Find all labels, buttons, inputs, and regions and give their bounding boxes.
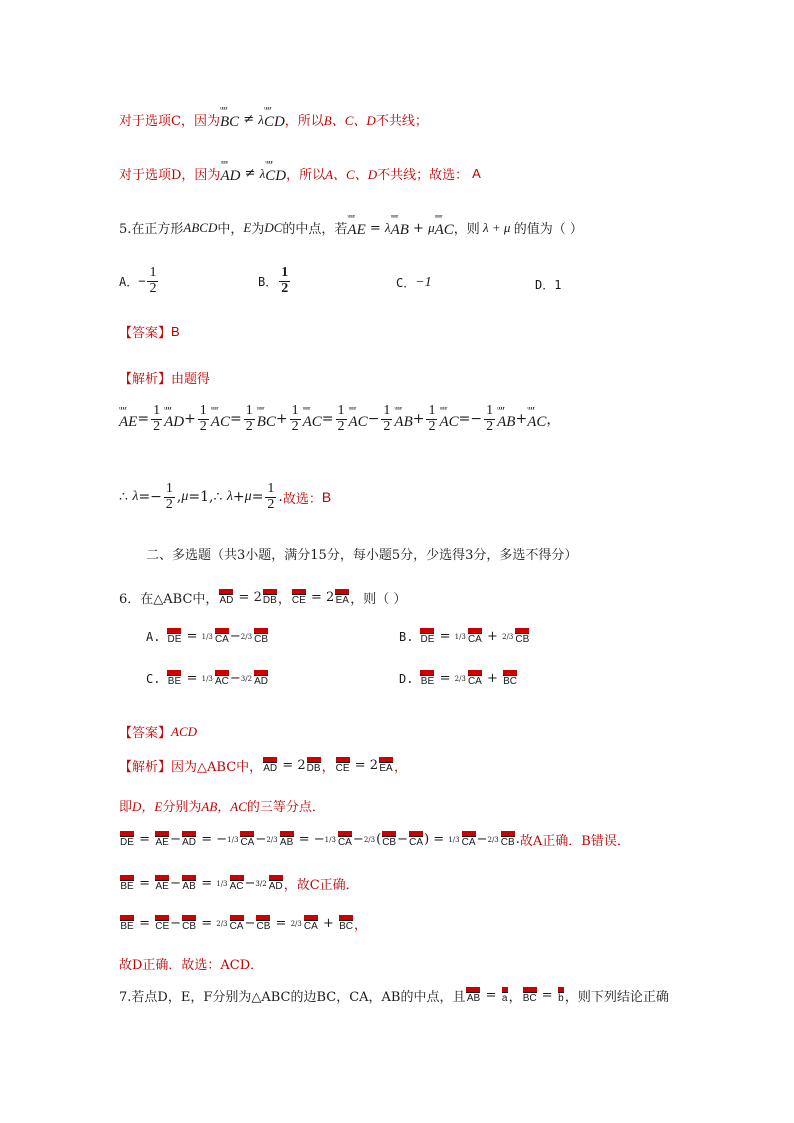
question-5: 5.在正方形 ABCD 中， E 为 DC 的中点，若 ᵘᵘᵘʳ AE = λ ᵘᵘᵘʳ AB + μ ᵘᵘᵘʳ AC ，则 λ + μ 的值为（ ） bbox=[119, 216, 583, 239]
text: 的值为（ ） bbox=[513, 222, 583, 237]
q6-option-a: A. DE = 1/3 CA − 2/3 CB bbox=[146, 629, 269, 645]
q6-option-c: C. BE = 1/3 AC − 3/2 AD bbox=[146, 671, 269, 687]
vector-ad: ᵘᵘᵘʳ AD bbox=[220, 162, 240, 185]
question-6: 6．在△ABC中， AD = 2 DB ， CE = 2 EA ，则（ ） bbox=[119, 590, 407, 607]
text: 为 bbox=[251, 222, 265, 237]
line-option-d: 对于选项D，因为 ᵘᵘᵘʳ AD ≠ λ ᵘᵘᵘʳ CD ，所以 A、C、D 不共线；故选： A bbox=[119, 162, 481, 185]
line-option-c: 对于选项C，因为 ᵘᵘᵘʳ BC ≠ λ ᵘᵘᵘʳ CD ，所以 B、C、D 不共线； bbox=[119, 108, 428, 131]
text: ，则（ ） bbox=[350, 592, 407, 607]
label: A． bbox=[119, 274, 139, 289]
text: ，所以 bbox=[284, 114, 324, 129]
vector-bc: ᵘᵘᵘʳ BC bbox=[220, 108, 239, 131]
square-name: ABCD bbox=[183, 219, 218, 235]
solution-label: 【解析】 bbox=[119, 760, 172, 775]
point-e: E bbox=[243, 219, 252, 235]
text: 5.在正方形 bbox=[119, 222, 184, 237]
text: ，故C正确． bbox=[283, 878, 359, 893]
segment-dc: DC bbox=[264, 219, 283, 235]
solution-6-line3: DE = AE − AD = − 1/3 CA − 2/3 AB = − 1/3 CA − 2/3 ( CB − CA ) = 1/3 CA − 2/3 CB . 故A正确．B错误． bbox=[120, 832, 630, 849]
text: 即 bbox=[119, 800, 133, 815]
solution-5-header bbox=[119, 368, 210, 387]
points: D，E bbox=[132, 799, 163, 814]
label: A. bbox=[146, 629, 161, 644]
text: 故A正确．B错误． bbox=[519, 834, 630, 849]
text: 故选： bbox=[282, 491, 322, 507]
text: 不共线；故选： bbox=[377, 168, 469, 183]
option-d bbox=[535, 276, 561, 293]
answer-6 bbox=[119, 722, 197, 741]
option-a: A． − $\frac{1}{2}$ bbox=[119, 265, 157, 296]
solution-6-line6 bbox=[119, 954, 263, 973]
derivation-5: ᵘᵘᵘʳ AE = $\frac{1}{2}$ ᵘᵘᵘʳ AD + $\frac{1}{2}$ ᵘᵘᵘʳ AC = $\frac{1}{2}$ ᵘᵘᵘʳ BC + $\frac{1}{2}$ ᵘᵘᵘʳ AC = $\frac{1}{2}$ ᵘᵘᵘʳ AC − $\frac{1}{2}$ ᵘᵘᵘʳ AB + $\frac{1}{2}$ ᵘᵘᵘʳ AC =− $\frac{1}{2}$ ᵘᵘᵘʳ AB + ᵘᵘᵘʳ AC ， bbox=[119, 404, 560, 434]
answer-value: ACD bbox=[171, 723, 198, 739]
label: B． bbox=[258, 274, 278, 289]
vector-ac: ᵘᵘᵘʳ AC bbox=[435, 216, 454, 239]
text: 不共线； bbox=[375, 114, 428, 129]
vector-cd: ᵘᵘᵘʳ CD bbox=[265, 162, 286, 185]
value: −1 bbox=[415, 274, 432, 290]
text: 对于选项C，因为 bbox=[119, 114, 220, 129]
conclusion-5: ∴ λ =− $\frac{1}{2}$ , μ =1,∴ λ + μ = $\frac{1}{2}$ . 故选： B bbox=[119, 481, 332, 512]
vector-ae: ᵘᵘᵘʳ AE bbox=[347, 216, 365, 239]
label: B. bbox=[399, 629, 414, 644]
text: 由题得 bbox=[171, 372, 211, 387]
q6-option-d: D. BE = 2/3 CA + BC bbox=[399, 671, 518, 687]
solution-label: 【解析】 bbox=[119, 372, 172, 387]
vector-ab: ᵘᵘᵘʳ AB bbox=[391, 216, 409, 239]
question-7: 7.若点D，E，F分别为△ABC的边BC，CA，AB的中点，且 AB = a ， BC = b ，则下列结论正确 bbox=[119, 988, 669, 1005]
segments: AB，AC bbox=[201, 799, 247, 814]
label: D. bbox=[399, 671, 414, 686]
points: B、C、D bbox=[323, 113, 376, 128]
text: 因为△ABC中， bbox=[171, 760, 263, 775]
answer-5 bbox=[119, 322, 180, 341]
solution-6-line2 bbox=[119, 796, 325, 815]
answer-label: 【答案】 bbox=[119, 726, 172, 741]
neq-sign: ≠ bbox=[239, 112, 259, 127]
text: 分别为 bbox=[162, 800, 202, 815]
vector-cd: ᵘᵘᵘʳ CD bbox=[264, 108, 285, 131]
answer-label: 【答案】 bbox=[119, 326, 172, 341]
answer-value: B bbox=[321, 489, 332, 506]
text: ，则下列结论正确 bbox=[564, 990, 669, 1005]
text: 的三等分点． bbox=[246, 800, 325, 815]
solution-6-line5: BE = CE − CB = 2/3 CA − CB = 2/3 CA + BC ， bbox=[120, 916, 368, 933]
label: C. bbox=[146, 671, 161, 686]
answer-value: B bbox=[171, 324, 180, 339]
text: 对于选项D，因为 bbox=[119, 168, 221, 183]
text: 故D正确．故选：ACD． bbox=[119, 958, 264, 973]
solution-6-line1: 【解析】 因为△ABC中， AD = 2 DB ， CE = 2 EA ， bbox=[119, 758, 408, 775]
solution-6-line4: BE = AE − AB = 1/3 AC − 3/2 AD ，故C正确． bbox=[120, 876, 359, 893]
option-c bbox=[396, 274, 432, 291]
q6-option-b: B. DE = 1/3 CA + 2/3 CB bbox=[399, 629, 530, 645]
section-2-title bbox=[146, 544, 577, 563]
text: ，所以 bbox=[286, 168, 326, 183]
option-b: B． $\frac{1}{2}$ bbox=[258, 265, 289, 296]
label: C． bbox=[396, 276, 416, 290]
text: 7.若点D，E，F分别为△ABC的边BC，CA，AB的中点，且 bbox=[119, 990, 466, 1005]
text: ，则 bbox=[453, 222, 480, 237]
section-title: 二、多选题（共3小题，满分15分，每小题5分，少选得3分，多选不得分） bbox=[146, 548, 578, 563]
label: D．1 bbox=[535, 278, 562, 292]
text: 中， bbox=[217, 222, 244, 237]
text: 6．在△ABC中， bbox=[119, 592, 219, 607]
points: A、C、D bbox=[325, 167, 378, 182]
answer: A bbox=[472, 166, 481, 181]
text: 的中点，若 bbox=[282, 222, 348, 237]
